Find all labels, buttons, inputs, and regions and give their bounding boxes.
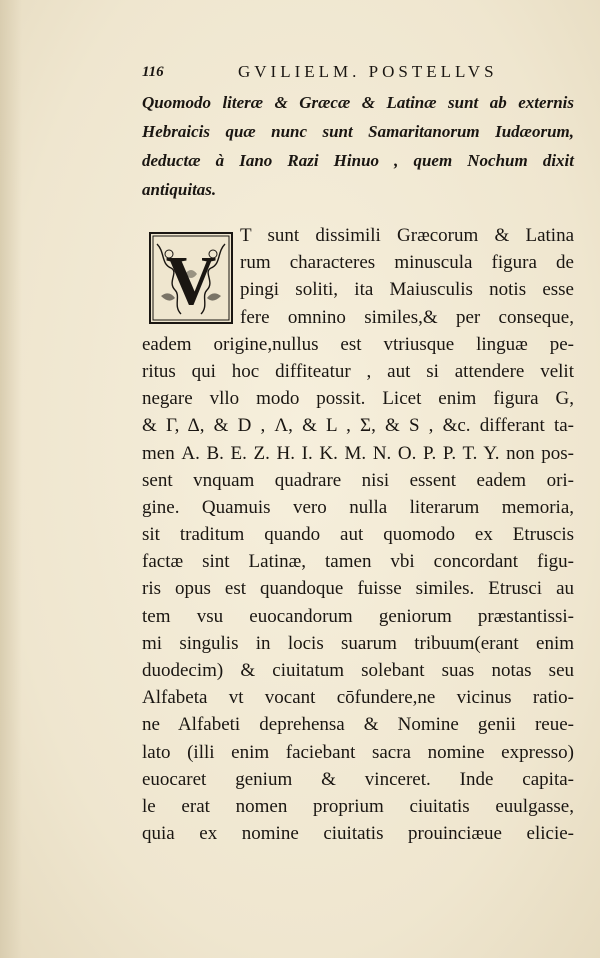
text-line: ne Alfabeti deprehensa & Nomine genii reue- — [142, 714, 574, 736]
text-line: factæ sint Latinæ, tamen vbi concordant figu- — [142, 551, 574, 573]
text-line: negare vllo modo possit. Licet enim figura G, — [142, 388, 574, 410]
text-line: T sunt dissimili Græcorum & Latina — [240, 225, 574, 246]
text-line: sit traditum quando aut quomodo ex Etruscis — [142, 524, 574, 546]
text-line: fere omnino similes,& per conseque, — [240, 306, 574, 328]
text-line: le erat nomen proprium ciuitatis euulgasse, — [142, 795, 574, 817]
initial-letter: V — [165, 243, 217, 320]
heading-line: Hebraicis quæ nunc sunt Samaritanorum Iudæorum, — [142, 122, 574, 141]
text-line: & Γ, Δ, & D , Λ, & L , Σ, & S , &c. differant ta- — [142, 415, 574, 437]
text-line: men Α. Β. Ε. Ζ. Η. Ι. Κ. Μ. Ν. Ο. Ρ. Ρ. Τ. Υ. non pos- — [142, 442, 574, 464]
text-line: ris opus est quandoque fuisse similes. Etrusci au — [142, 578, 574, 600]
text-line: tem vsu euocandorum geniorum præstantissi- — [142, 605, 574, 627]
body-paragraph — [142, 222, 574, 847]
text-line: ritus qui hoc diffiteatur , aut si attendere velit — [142, 360, 574, 382]
text-line: rum characteres minuscula figura de — [240, 252, 574, 274]
heading-line: Quomodo literæ & Græcæ & Latinæ sunt ab externis — [142, 93, 574, 112]
text-line: sent vnquam quadrare nisi essent eadem ori- — [142, 469, 574, 491]
text-line: Alfabeta vt vocant cōfundere,ne vicinus ratio- — [142, 687, 574, 709]
text-line: pingi soliti, ita Maiusculis notis esse — [240, 279, 574, 301]
text-line: eadem origine,nullus est vtriusque linguæ pe- — [142, 333, 574, 355]
page-number: 116 — [142, 64, 164, 80]
text-line: gine. Quamuis vero nulla literarum memoria, — [142, 496, 574, 518]
text-line: quia ex nomine ciuitatis prouinciæue elicie- — [142, 823, 574, 845]
running-head — [142, 62, 572, 86]
text-line: mi singulis in locis suarum tribuum(erant enim — [142, 632, 574, 654]
heading-line: antiquitas. — [142, 180, 217, 199]
text-line: duodecim) & ciuitatum solebant suas notas seu — [142, 660, 574, 681]
running-head-title: GVILIELM. POSTELLVS — [238, 62, 498, 81]
text-line: euocaret genium & vinceret. Inde capita- — [142, 768, 574, 790]
chapter-heading — [142, 88, 574, 204]
heading-line: deductæ à Iano Razi Hinuo , quem Nochum dixit — [142, 151, 574, 170]
text-line: lato (illi enim faciebant sacra nomine expresso) — [142, 741, 574, 763]
page-gutter-shadow — [0, 0, 22, 958]
